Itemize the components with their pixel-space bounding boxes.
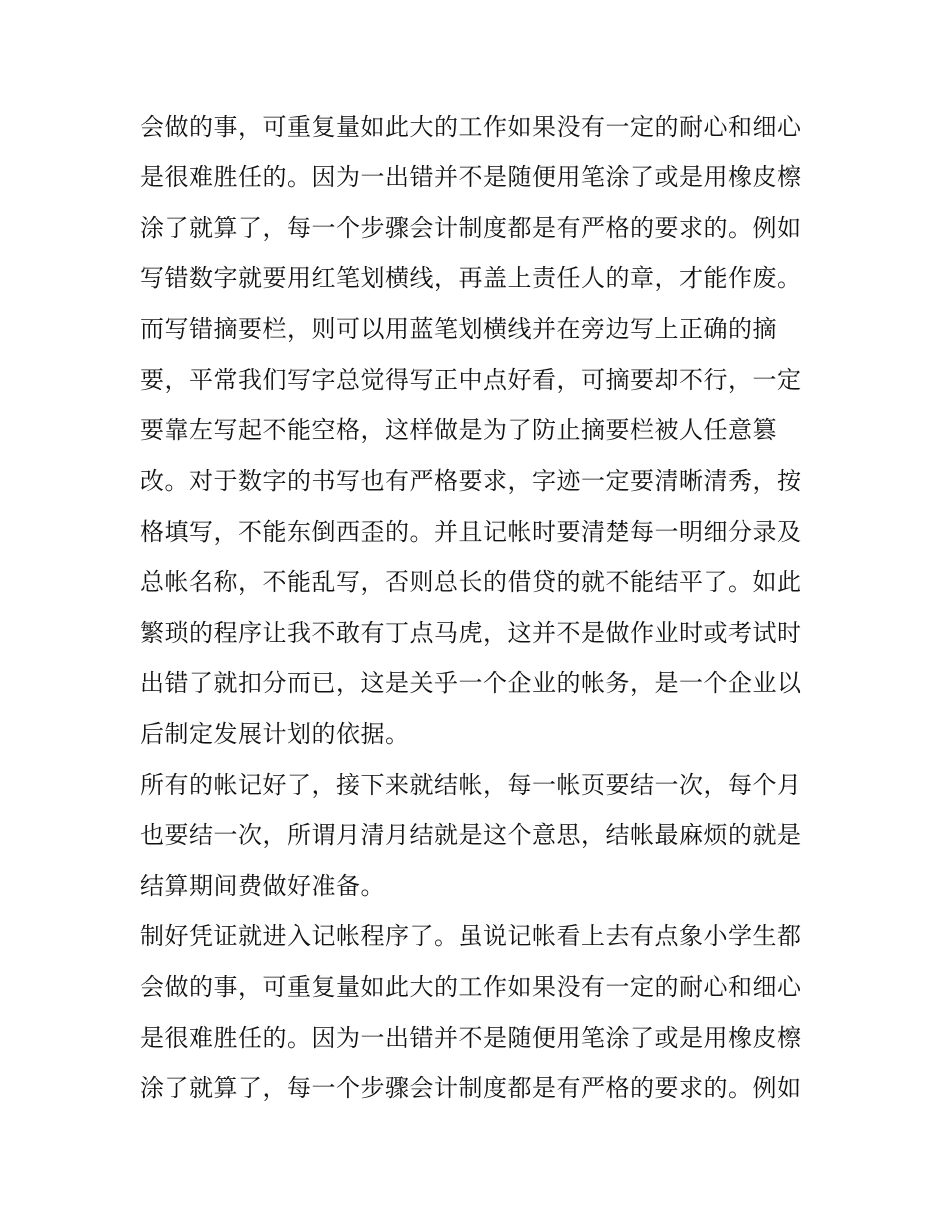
text-line: 会做的事，可重复量如此大的工作如果没有一定的耐心和细心 bbox=[140, 973, 802, 1001]
text-line: 所有的帐记好了，接下来就结帐，每一帐页要结一次，每个月 bbox=[140, 771, 802, 799]
text-line: 是很难胜任的。因为一出错并不是随便用笔涂了或是用橡皮檫 bbox=[140, 163, 802, 191]
text-line: 写错数字就要用红笔划横线，再盖上责任人的章，才能作废。 bbox=[140, 264, 802, 292]
text-line: 要靠左写起不能空格，这样做是为了防止摘要栏被人任意篡 bbox=[140, 416, 777, 444]
text-line: 涂了就算了，每一个步骤会计制度都是有严格的要求的。例如 bbox=[140, 214, 802, 242]
text-line: 要，平常我们写字总觉得写正中点好看，可摘要却不行，一定 bbox=[140, 366, 802, 394]
text-line: 也要结一次，所谓月清月结就是这个意思，结帐最麻烦的就是 bbox=[140, 821, 802, 849]
text-line: 而写错摘要栏，则可以用蓝笔划横线并在旁边写上正确的摘 bbox=[140, 315, 777, 343]
text-line: 是很难胜任的。因为一出错并不是随便用笔涂了或是用橡皮檫 bbox=[140, 1024, 802, 1052]
document-page bbox=[140, 0, 812, 1229]
text-line: 繁琐的程序让我不敢有丁点马虎，这并不是做作业时或考试时 bbox=[140, 619, 802, 647]
text-line: 总帐名称，不能乱写，否则总长的借贷的就不能结平了。如此 bbox=[140, 568, 802, 596]
text-line: 结算期间费做好准备。 bbox=[140, 872, 385, 900]
text-line: 出错了就扣分而已，这是关乎一个企业的帐务，是一个企业以 bbox=[140, 669, 802, 697]
text-line: 涂了就算了，每一个步骤会计制度都是有严格的要求的。例如 bbox=[140, 1074, 802, 1102]
text-line: 制好凭证就进入记帐程序了。虽说记帐看上去有点象小学生都 bbox=[140, 922, 802, 950]
text-line: 格填写，不能东倒西歪的。并且记帐时要清楚每一明细分录及 bbox=[140, 518, 802, 546]
text-line: 后制定发展计划的依据。 bbox=[140, 720, 410, 748]
text-line: 改。对于数字的书写也有严格要求，字迹一定要清晰清秀，按 bbox=[140, 467, 802, 495]
text-line: 会做的事，可重复量如此大的工作如果没有一定的耐心和细心 bbox=[140, 113, 802, 141]
